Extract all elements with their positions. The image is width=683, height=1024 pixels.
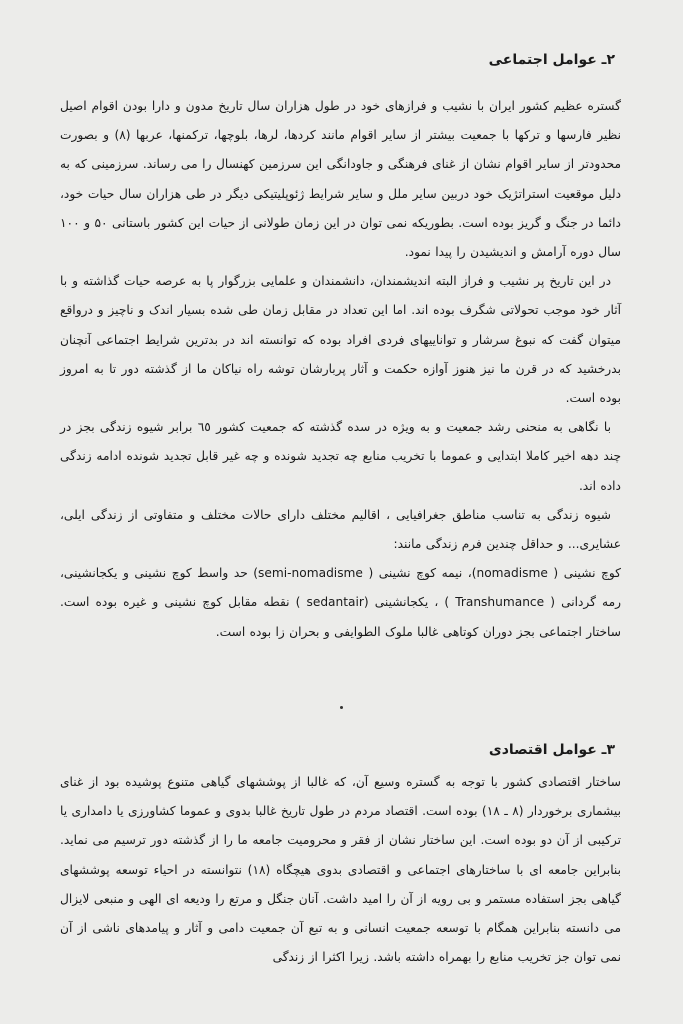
paragraph: ساختار اقتصادی کشور با توجه به گستره وسیع آن، که غالبا از پوششهای گیاهی متنوع پوشیده بود از غنای بیشماری برخوردار (۸ ـ ۱۸) بوده است. اقتصاد مردم در طول تاریخ غالبا بدوی و عموما کشاورزی یا دامداری یا ترکیبی از آن دو بوده است. این ساختار نشان از فقر و محرومیت جامعه ما را از گذشته دور ترسیم می نماید. بنابراین جامعه ای با ساختارهای اجتماعی و اقتصادی بدوی هیچگاه (۱۸) نتوانسته در احیاء توسعه پوششهای گیاهی بجز استفاده مستمر و بی رویه از آن را امید داشت. آنان جنگل و مرتع را ودیعه ای الهی و منبعی لایزال می دانسته بنابراین همگام با توسعه جمعیت انسانی و به تبع آن جمعیت دامی و آثار و پیامدهای ناشی از آن نمی توان جز تخریب منابع را بهمراه داشته باشد. زیرا اکثرا از زندگی: [60, 775, 621, 965]
paragraph: شیوه زندگی به تناسب مناطق جغرافیایی ، اقالیم مختلف دارای حالات مختلف و متفاوتی از زندگی ایلی، عشایری... و حداقل چندین فرم زندگی مانند:: [60, 507, 621, 552]
stray-dot: [340, 706, 343, 709]
paragraph: در این تاریخ پر نشیب و فراز البته اندیشمندان، دانشمندان و علمایی بزرگوار پا به عرصه حیات گذاشته و با آثار خود موجب تحولاتی شگرف بوده اند. اما این تعداد در مقابل زمان طی شده بسیار اندک و ناچیز و درواقع میتوان گفت که نبوغ سرشار و تواناییهای فردی افراد بوده که توانسته اند در بدترین شرایط اجتماعی آنچنان بدرخشید که در قرن ما نیز هنوز آوازه حکمت و آثار پربارشان توشه راه نیاکان ما از گذشته دور تا به امروز بوده است.: [60, 274, 621, 406]
section-body-economic: [60, 768, 621, 972]
paragraph: با نگاهی به منحنی رشد جمعیت و به ویژه در سده گذشته که جمعیت کشور ٦٥ برابر شیوه زندگی بجز در چند دهه اخیر کاملا ابتدایی و عموما با تخریب منابع چه تجدید شونده و چه غیر قابل تجدید شونده ادامه زندگی داده اند.: [60, 420, 621, 493]
paragraph: کوچ نشینی ( nomadisme)، نیمه کوچ نشینی ( semi-nomadisme) حد واسط کوچ نشینی و یکجانشینی، رمه گردانی ( Transhumance ) ، یکجانشینی (sedantair ) نقطه مقابل کوچ نشینی و غیره بوده است. ساختار اجتماعی بجز دوران کوتاهی غالبا ملوک الطوایفی و بحران زا بوده است.: [60, 566, 622, 639]
section-heading-social: ۲ـ عوامل اجتماعی: [488, 52, 615, 68]
section-body-social: [60, 92, 621, 647]
section-heading-economic: ۳ـ عوامل اقتصادی: [488, 742, 615, 758]
paragraph: گستره عظیم کشور ایران با نشیب و فرازهای خود در طول هزاران سال تاریخ مدون و دارا بودن اقوام اصیل نظیر فارسها و ترکها با جمعیت بیشتر از سایر اقوام مانند کردها، لرها، بلوچها، ترکمنها، عربها (۸) و بصورت محدودتر از سایر اقوام نشان از غنای فرهنگی و جاودانگی این سرزمین کهنسال را می رساند. سرزمینی که به دلیل موقعیت استراتژیک خود دربین سایر ملل و سایر شرایط ژئوپلیتیکی دیگر در طی هزاران سال حیات خود، دائما در جنگ و گریز بوده است. بطوریکه نمی توان در این زمان طولانی از حیات این کشور باستانی ۵۰ و ۱۰۰ سال دوره آرامش و اندیشیدن را پیدا نمود.: [60, 99, 621, 260]
